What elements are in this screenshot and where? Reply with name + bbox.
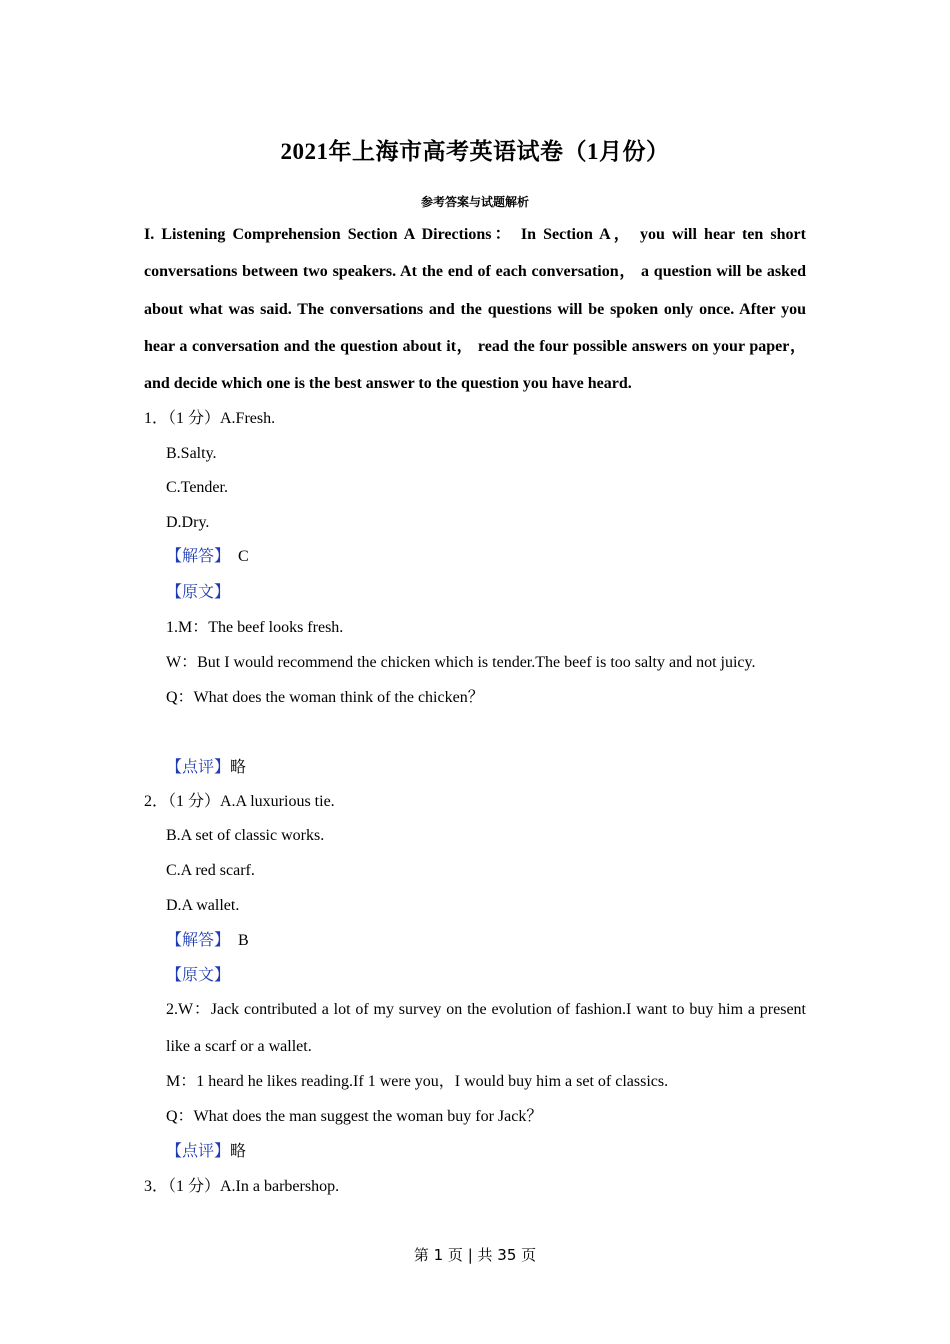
question-1-comment	[166, 757, 246, 779]
comment-value: 略	[230, 1143, 247, 1160]
question-1-answer	[166, 546, 249, 568]
answer-value: B	[238, 932, 249, 949]
question-2-answer	[166, 930, 249, 952]
page-subtitle: 参考答案与试题解析	[420, 195, 529, 209]
question-2-option-d: D.A wallet.	[166, 897, 240, 914]
question-2-option-b: B.A set of classic works.	[166, 827, 325, 844]
comment-tag: 【点评】	[166, 759, 231, 776]
question-1-option-c: C.Tender.	[166, 479, 228, 496]
answer-tag: 【解答】	[166, 548, 231, 565]
question-1-option-b: B.Salty.	[166, 445, 217, 462]
question-3-stem: 3．（1 分）A.In a barbershop.	[144, 1178, 340, 1195]
question-2-transcript-q: Q：What does the man suggest the woman buy for Jack？	[166, 1108, 543, 1125]
question-2-option-c: C.A red scarf.	[166, 862, 255, 879]
question-1-stem: 1．（1 分）A.Fresh.	[144, 410, 276, 427]
question-1-original-tag: 【原文】	[166, 584, 231, 601]
comment-tag: 【点评】	[166, 1143, 231, 1160]
question-1-transcript-q: Q：What does the woman think of the chicken？	[166, 689, 484, 706]
question-2-stem: 2．（1 分）A.A luxurious tie.	[144, 793, 335, 810]
answer-value: C	[238, 548, 249, 565]
page-footer: 第 1 页 | 共 35 页	[413, 1246, 537, 1264]
page-title: 2021年上海市高考英语试卷（1月份）	[280, 139, 670, 164]
answer-tag: 【解答】	[166, 932, 231, 949]
question-1-transcript-w: W：But I would recommend the chicken which is tender.The beef is too salty and not juicy.	[166, 654, 756, 671]
question-2-original-tag: 【原文】	[166, 967, 231, 984]
question-1-transcript-m: 1.M：The beef looks fresh.	[166, 619, 344, 636]
question-1-option-d: D.Dry.	[166, 514, 210, 531]
question-2-transcript-m: M：1 heard he likes reading.If 1 were you，I would buy him a set of classics.	[166, 1073, 669, 1090]
question-2-transcript-w: 2.W：Jack contributed a lot of my survey on the evolution of fashion.I want to buy him a present like a scarf or a wallet.	[166, 1001, 806, 1055]
comment-value: 略	[230, 759, 247, 776]
question-2-comment	[166, 1141, 246, 1163]
section-directions: I. Listening Comprehension Section A Directions： In Section A， you will hear ten short conversations between two speakers. At the end of each conversation， a question will be asked about what was said. The conversations and the questions will be spoken only once. After you hear a conversation and the question about it， read the four possible answers on your paper， and decide which one is the best answer to the question you have heard.	[144, 226, 806, 393]
